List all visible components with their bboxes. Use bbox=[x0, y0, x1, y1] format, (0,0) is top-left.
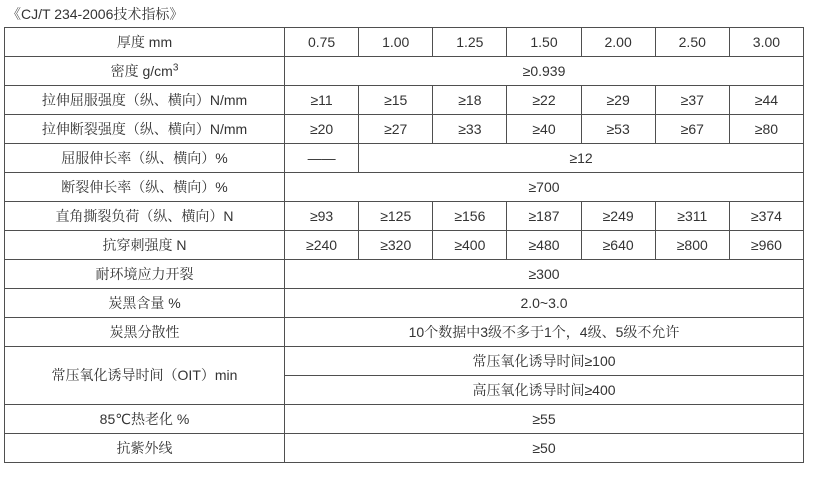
row-label-cell bbox=[5, 231, 285, 260]
row-label: 耐环境应力开裂 bbox=[95, 265, 194, 282]
value-cell: ≥15 bbox=[359, 86, 433, 115]
spec-table-body bbox=[5, 28, 804, 463]
value-cell: 2.00 bbox=[581, 28, 655, 57]
value-cell: 1.00 bbox=[359, 28, 433, 57]
value-cell: ≥22 bbox=[507, 86, 581, 115]
value-cell: 10个数据中3级不多于1个，4级、5级不允许 bbox=[285, 318, 804, 347]
row-label: 85℃热老化 % bbox=[99, 410, 190, 427]
value-cell: ≥33 bbox=[433, 115, 507, 144]
table-row bbox=[5, 57, 804, 86]
value-cell: 3.00 bbox=[729, 28, 803, 57]
value-cell: 2.50 bbox=[655, 28, 729, 57]
row-label-cell bbox=[5, 115, 285, 144]
value-cell: ≥374 bbox=[729, 202, 803, 231]
value-cell: ≥11 bbox=[285, 86, 359, 115]
row-label-cell bbox=[5, 144, 285, 173]
row-label-cell bbox=[5, 260, 285, 289]
value-cell: ≥249 bbox=[581, 202, 655, 231]
value-cell: ≥27 bbox=[359, 115, 433, 144]
row-label-cell bbox=[5, 173, 285, 202]
spec-table bbox=[4, 27, 804, 463]
value-cell: ≥44 bbox=[729, 86, 803, 115]
table-row bbox=[5, 347, 804, 376]
value-cell: ≥37 bbox=[655, 86, 729, 115]
value-cell: ≥320 bbox=[359, 231, 433, 260]
row-label: 厚度 mm bbox=[116, 33, 173, 50]
value-cell: 1.25 bbox=[433, 28, 507, 57]
value-cell: ≥20 bbox=[285, 115, 359, 144]
row-label-cell bbox=[5, 434, 285, 463]
table-row bbox=[5, 144, 804, 173]
table-row bbox=[5, 231, 804, 260]
row-label-superscript: 3 bbox=[172, 61, 179, 73]
value-cell: 高压氧化诱导时间≥400 bbox=[285, 376, 804, 405]
row-label: 拉伸屈服强度（纵、横向）N/mm bbox=[41, 91, 248, 108]
row-label: 拉伸断裂强度（纵、横向）N/mm bbox=[41, 120, 248, 137]
value-cell: ≥311 bbox=[655, 202, 729, 231]
page-title: 《CJ/T 234-2006技术指标》 bbox=[7, 6, 184, 22]
table-row bbox=[5, 434, 804, 463]
value-cell: 2.0~3.0 bbox=[285, 289, 804, 318]
row-label-cell bbox=[5, 289, 285, 318]
table-row bbox=[5, 86, 804, 115]
table-row bbox=[5, 28, 804, 57]
row-label: 屈服伸长率（纵、横向）% bbox=[61, 149, 228, 166]
value-cell: ≥93 bbox=[285, 202, 359, 231]
value-cell: ≥300 bbox=[285, 260, 804, 289]
row-label-cell bbox=[5, 347, 285, 405]
row-label-cell bbox=[5, 28, 285, 57]
value-cell: ≥18 bbox=[433, 86, 507, 115]
table-row bbox=[5, 173, 804, 202]
value-cell: ≥125 bbox=[359, 202, 433, 231]
value-cell: 0.75 bbox=[285, 28, 359, 57]
table-row bbox=[5, 202, 804, 231]
row-label: 常压氧化诱导时间（OIT）min bbox=[51, 367, 238, 384]
row-label: 炭黑含量 % bbox=[108, 294, 181, 311]
value-cell: ≥400 bbox=[433, 231, 507, 260]
value-cell: ≥240 bbox=[285, 231, 359, 260]
value-cell: ≥187 bbox=[507, 202, 581, 231]
value-cell: ≥29 bbox=[581, 86, 655, 115]
table-row bbox=[5, 318, 804, 347]
table-row bbox=[5, 260, 804, 289]
value-cell: ≥50 bbox=[285, 434, 804, 463]
value-cell: ≥156 bbox=[433, 202, 507, 231]
value-cell: ≥700 bbox=[285, 173, 804, 202]
row-label-cell bbox=[5, 405, 285, 434]
value-cell: ≥0.939 bbox=[285, 57, 804, 86]
value-cell: 1.50 bbox=[507, 28, 581, 57]
row-label-cell bbox=[5, 202, 285, 231]
row-label: 直角撕裂负荷（纵、横向）N bbox=[55, 207, 234, 224]
row-label: 密度 g/cm bbox=[110, 62, 173, 79]
row-label: 抗紫外线 bbox=[116, 439, 173, 456]
row-label-cell bbox=[5, 57, 285, 86]
row-label: 炭黑分散性 bbox=[109, 323, 180, 340]
row-label-cell bbox=[5, 318, 285, 347]
value-cell: 常压氧化诱导时间≥100 bbox=[285, 347, 804, 376]
value-cell: ≥40 bbox=[507, 115, 581, 144]
table-row bbox=[5, 115, 804, 144]
row-label: 断裂伸长率（纵、横向）% bbox=[61, 178, 228, 195]
row-label: 抗穿刺强度 N bbox=[102, 236, 187, 253]
table-row bbox=[5, 289, 804, 318]
value-cell: ≥53 bbox=[581, 115, 655, 144]
value-cell: ≥55 bbox=[285, 405, 804, 434]
value-cell: ≥80 bbox=[729, 115, 803, 144]
row-label-cell bbox=[5, 86, 285, 115]
value-cell: ≥12 bbox=[359, 144, 804, 173]
value-cell: ≥960 bbox=[729, 231, 803, 260]
value-cell: —— bbox=[285, 144, 359, 173]
value-cell: ≥800 bbox=[655, 231, 729, 260]
value-cell: ≥480 bbox=[507, 231, 581, 260]
table-row bbox=[5, 405, 804, 434]
value-cell: ≥67 bbox=[655, 115, 729, 144]
value-cell: ≥640 bbox=[581, 231, 655, 260]
